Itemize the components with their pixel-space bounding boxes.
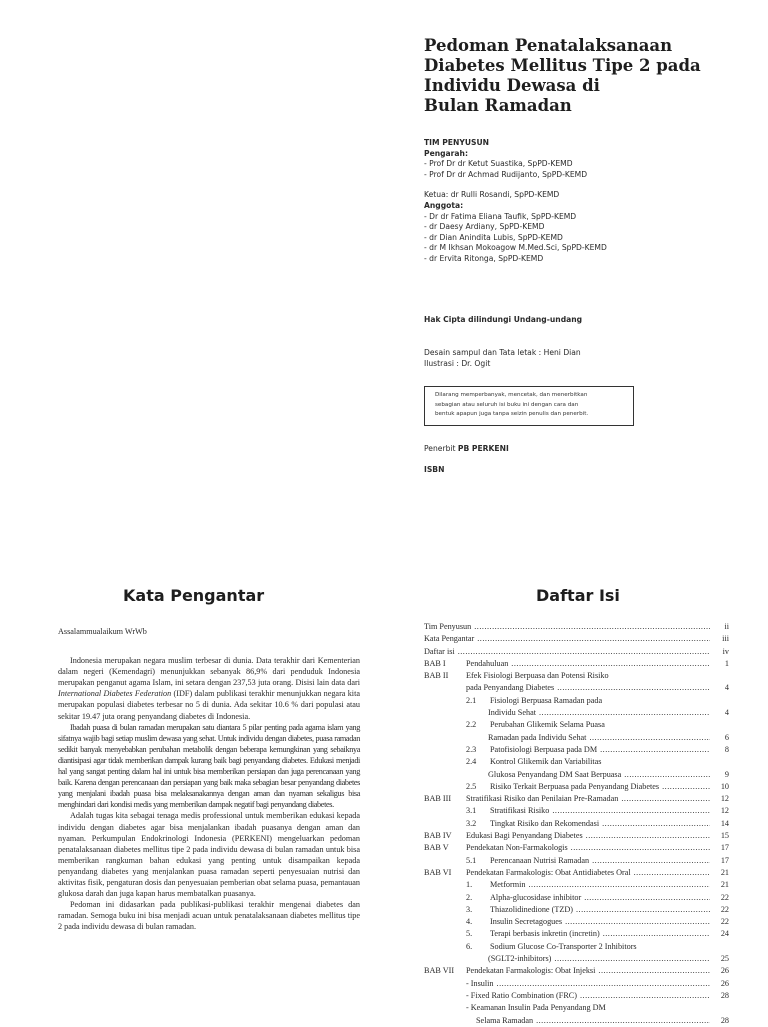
toc-entry-title: pada Penyandang Diabetes [466, 683, 555, 693]
member-item: - dr Dian Anindita Lubis, SpPD-KEMD [424, 232, 563, 242]
members-heading: Anggota: [424, 200, 464, 210]
toc-page-number: 4 [724, 683, 729, 693]
toc-entry[interactable] [424, 756, 729, 768]
toc-entry-title: Terapi berbasis inkretin (incretin) [490, 929, 600, 939]
toc-entry-title: Kontrol Glikemik dan Variabilitas [490, 757, 602, 767]
toc-entry-title: Perubahan Glikemik Selama Puasa [490, 720, 605, 730]
member-item: - Dr dr Fatima Eliana Taufik, SpPD-KEMD [424, 211, 577, 221]
toc-page-number: 22 [720, 917, 729, 927]
toc-page-number: 15 [720, 831, 729, 841]
toc-entry-title: Insulin Secretagogues [490, 917, 563, 927]
toc-leader-dots [477, 633, 710, 645]
toc-page-number: 9 [724, 769, 729, 779]
toc-entry-title: Kata Pengantar [424, 634, 475, 644]
toc-section-number: 2.4 [466, 757, 477, 767]
toc-leader-dots [458, 646, 710, 658]
toc-leader-dots [554, 953, 710, 965]
toc-chapter-label: BAB VI [424, 867, 452, 877]
toc-entry[interactable] [424, 990, 729, 1002]
toc-entry-title: Pendekatan Farmakologis: Obat Injeksi [466, 966, 596, 976]
toc-page-number: 14 [720, 818, 729, 828]
toc-entry-title: Pendekatan Non-Farmakologis [466, 843, 568, 853]
toc-leader-dots [497, 978, 710, 990]
toc-entry[interactable] [424, 670, 729, 682]
toc-leader-dots [552, 805, 710, 817]
toc-leader-dots [592, 855, 710, 867]
toc-entry[interactable] [424, 1002, 729, 1014]
toc-entry[interactable] [424, 855, 729, 867]
toc-chapter-label: BAB IV [424, 831, 452, 841]
toc-section-number: 2. [466, 892, 473, 902]
toc-entry[interactable] [424, 928, 729, 940]
toc-entry[interactable] [424, 682, 729, 694]
toc-page-number: 22 [720, 892, 729, 902]
foreword-heading: Kata Pengantar [123, 586, 265, 605]
toc-page-number: 4 [724, 708, 729, 718]
toc-entry[interactable] [424, 916, 729, 928]
toc-leader-dots [576, 904, 710, 916]
illustration-credit: Ilustrasi : Dr. Ogit [424, 359, 491, 368]
toc-page-number: 1 [724, 658, 729, 668]
advisor-item: - Prof Dr dr Achmad Rudijanto, SpPD-KEMD [424, 169, 588, 179]
toc-section-number: 2.2 [466, 720, 477, 730]
toc-page-number: iii [722, 634, 729, 644]
toc-page-number: 12 [720, 806, 729, 816]
toc-page-number: 25 [720, 954, 729, 964]
toc-entry[interactable] [424, 695, 729, 707]
toc-section-number: 3.1 [466, 806, 477, 816]
toc-leader-dots [571, 842, 710, 854]
toc-page-number: 28 [720, 1015, 729, 1025]
toc-entry[interactable] [424, 879, 729, 891]
table-of-contents [424, 621, 729, 1027]
toc-entry-title: Selama Ramadan [476, 1015, 534, 1025]
toc-entry[interactable] [424, 707, 729, 719]
toc-page-number: 21 [720, 867, 729, 877]
toc-leader-dots [539, 707, 710, 719]
toc-entry-title: Stratifikasi Risiko dan Penilaian Pre-Ramadan [466, 794, 619, 804]
toc-entry-title: Efek Fisiologi Berpuasa dan Potensi Risiko [466, 671, 609, 681]
toc-chapter-label: BAB VII [424, 966, 455, 976]
toc-entry[interactable] [424, 904, 729, 916]
toc-entry[interactable] [424, 830, 729, 842]
toc-leader-dots [565, 916, 710, 928]
toc-entry-title: Stratifikasi Risiko [490, 806, 550, 816]
toc-leader-dots [624, 769, 710, 781]
toc-page-number: 8 [724, 744, 729, 754]
credits-block [424, 138, 607, 265]
toc-entry-title: Pendahuluan [466, 658, 509, 668]
toc-leader-dots [600, 744, 710, 756]
toc-entry-title: Glukosa Penyandang DM Saat Berpuasa [488, 769, 622, 779]
toc-page-number: 21 [720, 880, 729, 890]
toc-entry[interactable] [424, 732, 729, 744]
toc-page-number: 26 [720, 966, 729, 976]
toc-entry-title: Metformin [490, 880, 526, 890]
toc-entry[interactable] [424, 719, 729, 731]
toc-chapter-label: BAB III [424, 794, 452, 804]
toc-entry[interactable] [424, 621, 729, 633]
member-item: - dr Ervita Ritonga, SpPD-KEMD [424, 253, 544, 263]
toc-section-number: 6. [466, 941, 473, 951]
copyright-notice-box [424, 386, 634, 426]
toc-section-number: 5. [466, 929, 473, 939]
advisor-item: - Prof Dr dr Ketut Suastika, SpPD-KEMD [424, 159, 573, 169]
member-item: - dr Daesy Ardiany, SpPD-KEMD [424, 222, 545, 232]
toc-leader-dots [584, 892, 710, 904]
toc-page-number: 17 [720, 843, 729, 853]
toc-entry-title: (SGLT2-inhibitors) [488, 954, 552, 964]
isbn-label: ISBN [424, 465, 445, 474]
notice-line: Dilarang memperbanyak, mencetak, dan menerbitkan [435, 392, 588, 398]
toc-section-number: 2.3 [466, 744, 477, 754]
toc-entry-title: Perencanaan Nutrisi Ramadan [490, 855, 590, 865]
toc-entry-title: - Keamanan Insulin Pada Penyandang DM [466, 1003, 606, 1013]
toc-leader-dots [662, 781, 710, 793]
toc-entry[interactable] [424, 805, 729, 817]
chair-line: Ketua: dr Rulli Rosandi, SpPD-KEMD [424, 190, 560, 200]
title-line: Individu Dewasa di [424, 76, 600, 95]
toc-entry[interactable] [424, 781, 729, 793]
foreword-salutation: Assalammualaikum WrWb [58, 627, 147, 636]
title-line: Diabetes Mellitus Tipe 2 pada [424, 56, 701, 75]
toc-entry[interactable] [424, 892, 729, 904]
toc-section-number: 5.1 [466, 855, 477, 865]
toc-entry-title: Tim Penyusun [424, 622, 472, 631]
member-item: - dr M Ikhsan Mokoagow M.Med.Sci, SpPD-KEMD [424, 243, 607, 253]
toc-leader-dots [621, 793, 710, 805]
toc-page-number: 6 [724, 732, 729, 742]
foreword-paragraph: Ibadah puasa di bulan ramadan merupakan satu diantara 5 pilar penting pada agama islam yang sifatnya wajib bagi setiap muslim dewasa yang sehat. Untuk individu dengan diabetes, puasa ramadan sedikit banyak menyebabkan perubahan metabolik dengan beberapa kemungkinan yang sebaiknya diantisipasi agar tidak memberikan dampak kurang baik bagi penyandang diabetes. Edukasi menjadi hal yang sangat penting dalam hal ini untuk bisa memberikan persiapan dan juga perencanaan yang baik. Karena dengan perencanaan dan persiapan yang baik maka sebagian besar penyandang diabetes yang menjalani ibadah puasa bisa melaksanakannya dengan aman dan nyaman sekaligus bisa menghindari dari kondisi medis yang memberikan dampak negatif bagi penyandang diabetes. [58, 722, 360, 810]
toc-page-number: 28 [720, 990, 729, 1000]
toc-page-number: 17 [720, 855, 729, 865]
toc-entry-title: Fisiologi Berpuasa Ramadan pada [490, 695, 603, 705]
toc-page-number: 10 [720, 781, 729, 791]
toc-entry-title: - Insulin [466, 978, 494, 988]
toc-leader-dots [603, 928, 710, 940]
publisher-line [424, 444, 509, 453]
toc-chapter-label: BAB II [424, 671, 449, 681]
toc-entry-title: - Fixed Ratio Combination (FRC) [466, 990, 577, 1000]
toc-page-number: 12 [720, 794, 729, 804]
toc-section-number: 2.1 [466, 695, 477, 705]
team-heading: TIM PENYUSUN [424, 138, 489, 147]
toc-page-number: ii [724, 622, 729, 631]
toc-leader-dots [586, 830, 710, 842]
book-title [424, 36, 744, 116]
toc-entry-title: Edukasi Bagi Penyandang Diabetes [466, 831, 583, 841]
foreword-paragraph: Indonesia merupakan negara muslim terbesar di dunia. Data terakhir dari Kementerian dalam negeri (Kemendagri) menunjukkan sebanyak 86,9% dari penduduk Indonesia merupakan penganut agama Islam, ini setara dengan 237,53 juta orang. Disisi lain data dari International Diabetes Federation (IDF) dalam publikasi terakhir menunjukkan negara kita merupakan populasi diabetes terbesar no 5 di dunia. Ada sekitar 10.6 % dari populasi atau sekitar 19.47 juta orang penyandang diabetes di Indonesia. [58, 656, 360, 721]
toc-entry[interactable] [424, 818, 729, 830]
toc-entry[interactable] [424, 941, 729, 953]
design-credit: Desain sampul dan Tata letak : Heni Dian [424, 348, 581, 357]
copyright-line: Hak Cipta dilindungi Undang-undang [424, 315, 583, 324]
toc-page-number: 22 [720, 904, 729, 914]
toc-entry[interactable] [424, 658, 729, 670]
toc-leader-dots [474, 621, 710, 633]
toc-page-number: iv [722, 646, 729, 656]
toc-entry[interactable] [424, 793, 729, 805]
toc-entry-title: Thiazolidinedione (TZD) [490, 904, 573, 914]
toc-section-number: 2.5 [466, 781, 477, 791]
toc-page-number: 24 [720, 929, 729, 939]
toc-entry-title: Alpha-glucosidase inhibitor [490, 892, 582, 902]
toc-entry[interactable] [424, 769, 729, 781]
publisher-name: PB PERKENI [457, 444, 509, 453]
foreword-body [58, 626, 360, 932]
toc-leader-dots [557, 682, 710, 694]
foreword-paragraph: Pedoman ini didasarkan pada publikasi-publikasi terakhir mengenai diabetes dan ramadan. Semoga buku ini bisa menjadi acuan untuk penatalaksanaan diabetes mellitus tipe 2 pada individu dewasa di bulan ramadan. [58, 900, 360, 932]
toc-leader-dots [511, 658, 710, 670]
toc-section-number: 1. [466, 880, 473, 890]
publisher-label: Penerbit [424, 444, 456, 453]
title-line: Pedoman Penatalaksanaan [424, 36, 673, 55]
toc-entry[interactable] [424, 978, 729, 990]
toc-section-number: 3.2 [466, 818, 477, 828]
title-line: Bulan Ramadan [424, 96, 572, 115]
advisors-heading: Pengarah: [424, 148, 468, 158]
toc-entry-title: Pendekatan Farmakologis: Obat Antidiabetes Oral [466, 867, 631, 877]
toc-leader-dots [598, 965, 710, 977]
toc-leader-dots [589, 732, 710, 744]
toc-leader-dots [602, 818, 710, 830]
toc-entry[interactable] [424, 646, 729, 658]
toc-entry[interactable] [424, 1015, 729, 1027]
toc-leader-dots [634, 867, 710, 879]
toc-section-number: 4. [466, 917, 473, 927]
toc-entry-title: Individu Sehat [488, 708, 536, 718]
toc-entry[interactable] [424, 953, 729, 965]
toc-entry[interactable] [424, 965, 729, 977]
foreword-paragraph: Adalah tugas kita sebagai tenaga medis professional untuk memberikan edukasi kepada individu dengan diabetes agar bisa menjalankan ibadah puasanya dengan aman dan nyaman. Perkumpulan Endokrinologi Indonesia (PERKENI) mengeluarkan pedoman penatalaksanaan diabetes mellitus tipe 2 pada individu dewasa di bulan ramadan untuk bisa memberikan rangkuman bahan edukasi yang penting untuk disampaikan kepada penyandang diabetes yang menjalankan puasa ramadan seperti penyesuaian nutrisi dan aktivitas fisik, pengaturan dosis dan penyesuaian pemberian obat selama puasa, pemantauan glukosa darah dan juga kapan harus membatalkan puasanya. [58, 811, 360, 899]
toc-leader-dots [528, 879, 710, 891]
toc-chapter-label: BAB V [424, 843, 449, 853]
toc-entry[interactable] [424, 744, 729, 756]
toc-entry-title: Daftar isi [424, 646, 455, 656]
toc-leader-dots [536, 1015, 710, 1027]
toc-entry-title: Risiko Terkait Berpuasa pada Penyandang Diabetes [490, 781, 660, 791]
toc-page-number: 26 [720, 978, 729, 988]
toc-entry[interactable] [424, 842, 729, 854]
toc-section-number: 3. [466, 904, 473, 914]
toc-entry-title: Patofisiologi Berpuasa pada DM [490, 744, 598, 754]
toc-heading: Daftar Isi [536, 586, 620, 605]
notice-line: sebagian atau seluruh isi buku ini dengan cara dan [435, 401, 579, 408]
toc-entry-title: Sodium Glucose Co-Transporter 2 Inhibitors [490, 941, 637, 951]
toc-chapter-label: BAB I [424, 658, 446, 668]
toc-leader-dots [580, 990, 710, 1002]
toc-entry[interactable] [424, 633, 729, 645]
notice-line: bentuk apapun juga tanpa seizin penulis dan penerbit. [435, 411, 589, 417]
toc-entry-title: Ramadan pada Individu Sehat [488, 732, 587, 742]
toc-entry-title: Tingkat Risiko dan Rekomendasi [490, 818, 600, 828]
toc-entry[interactable] [424, 867, 729, 879]
